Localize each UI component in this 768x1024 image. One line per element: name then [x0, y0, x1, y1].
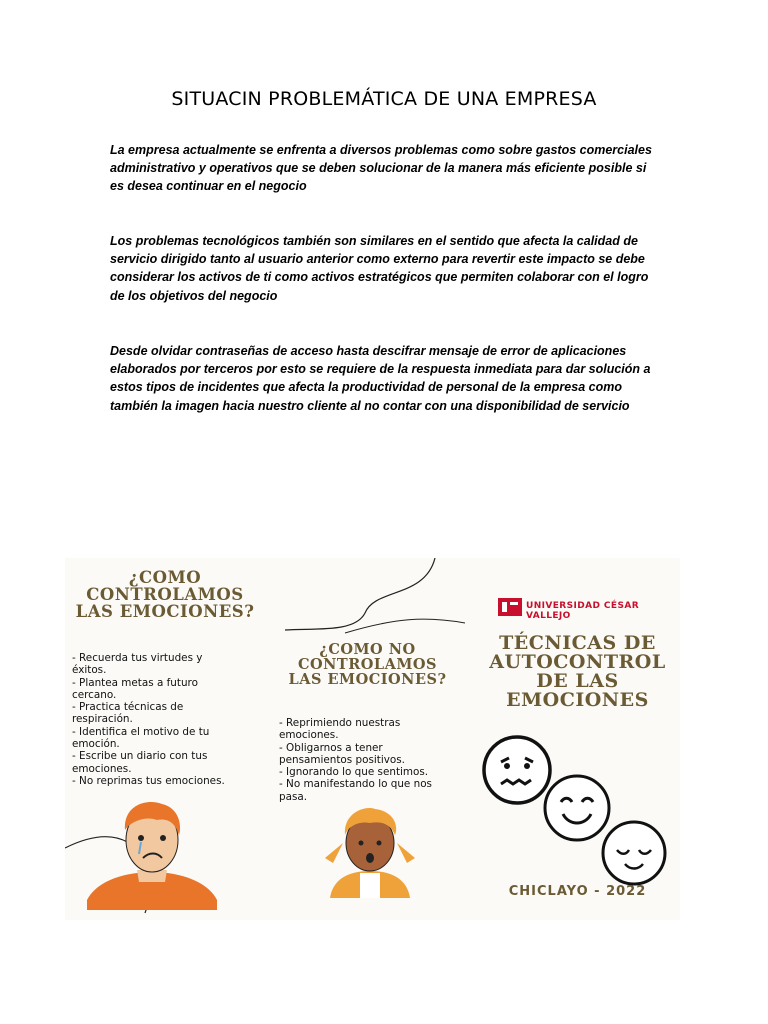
panel1-item: - No reprimas tus emociones. [72, 774, 225, 787]
panel2-item: pasa. [279, 790, 308, 803]
panel1-item: cercano. [72, 688, 117, 701]
panel1-item: - Recuerda tus virtudes y [72, 652, 203, 664]
paragraph-3: Desde olvidar contraseñas de acceso hasta descifrar mensaje de error de aplicaciones elaborados por terceros por esto se requiere de la respuesta inmediata para dar solución a estos tipos de incidentes que afecta la productividad de personal de la empresa como también la imagen hacia nuestro cliente al no contar con una disponibilidad de servicio [110, 344, 651, 413]
panel1-heading [65, 570, 265, 620]
panel2-item: - Reprimiendo nuestras [279, 717, 401, 729]
panel2-item: - No manifestando lo que nos [279, 778, 432, 791]
paragraph-1: La empresa actualmente se enfrenta a diversos problemas como sobre gastos comerciales administrativo y operativos que se deben solucionar de la manera más eficiente posible si es desea continuar en el negocio [110, 143, 652, 194]
panel1-item: - Identifica el motivo de tu [72, 725, 210, 738]
brochure-image [65, 558, 680, 920]
panel1-item: emoción. [72, 738, 120, 751]
panel1-item: éxitos. [72, 664, 107, 677]
panel2-heading-line3: LAS EMOCIONES? [288, 670, 447, 688]
panel1-heading-line3: LAS EMOCIONES? [75, 601, 255, 621]
surprised-girl-illustration [315, 803, 425, 898]
panel1-item: - Escribe un diario con tus [72, 750, 208, 763]
panel3-heading-line3: DE LAS [536, 670, 619, 692]
sad-boy-illustration [87, 800, 217, 910]
panel1-heading-line1: ¿COMO [128, 568, 202, 587]
panel3-heading-line2: AUTOCONTROL [489, 651, 666, 673]
panel1-item: emociones. [72, 762, 132, 775]
panel1-heading-line2: CONTROLAMOS [86, 584, 244, 604]
panel3-heading-line4: EMOCIONES [506, 689, 649, 711]
panel2-heading-line1: ¿COMO NO [319, 641, 416, 658]
panel3-heading [475, 634, 680, 710]
university-name: UNIVERSIDAD CÉSAR VALLEJO [526, 601, 640, 621]
location-year: CHICLAYO - 2022 [508, 884, 647, 899]
panel1-list [72, 652, 267, 787]
panel1-item: respiración. [72, 713, 133, 726]
panel2-item: - Obligarnos a tener [279, 741, 383, 754]
panel2-item: pensamientos positivos. [279, 753, 405, 766]
panel1-item: - Practica técnicas de [72, 701, 184, 714]
panel3-heading-line1: TÉCNICAS DE [499, 632, 656, 654]
paragraph-2: Los problemas tecnológicos también son similares en el sentido que afecta la calidad de servicio dirigido tanto al usuario anterior como externo para revertir este impacto se debe considerar los activos de ti como activos estratégicos que permiten colaborar con el logro de los objetivos del negocio [110, 234, 649, 303]
calm-face-icon [599, 818, 669, 888]
university-logo-icon [498, 598, 522, 616]
panel2-item: emociones. [279, 729, 339, 742]
panel2-list [279, 717, 469, 803]
panel1-item: - Plantea metas a futuro [72, 676, 198, 689]
panel2-heading [270, 643, 465, 687]
document-title: SITUACIN PROBLEMÁTICA DE UNA EMPRESA [171, 88, 597, 110]
panel2-item: - Ignorando lo que sentimos. [279, 766, 429, 779]
panel2-heading-line2: CONTROLAMOS [298, 655, 437, 673]
